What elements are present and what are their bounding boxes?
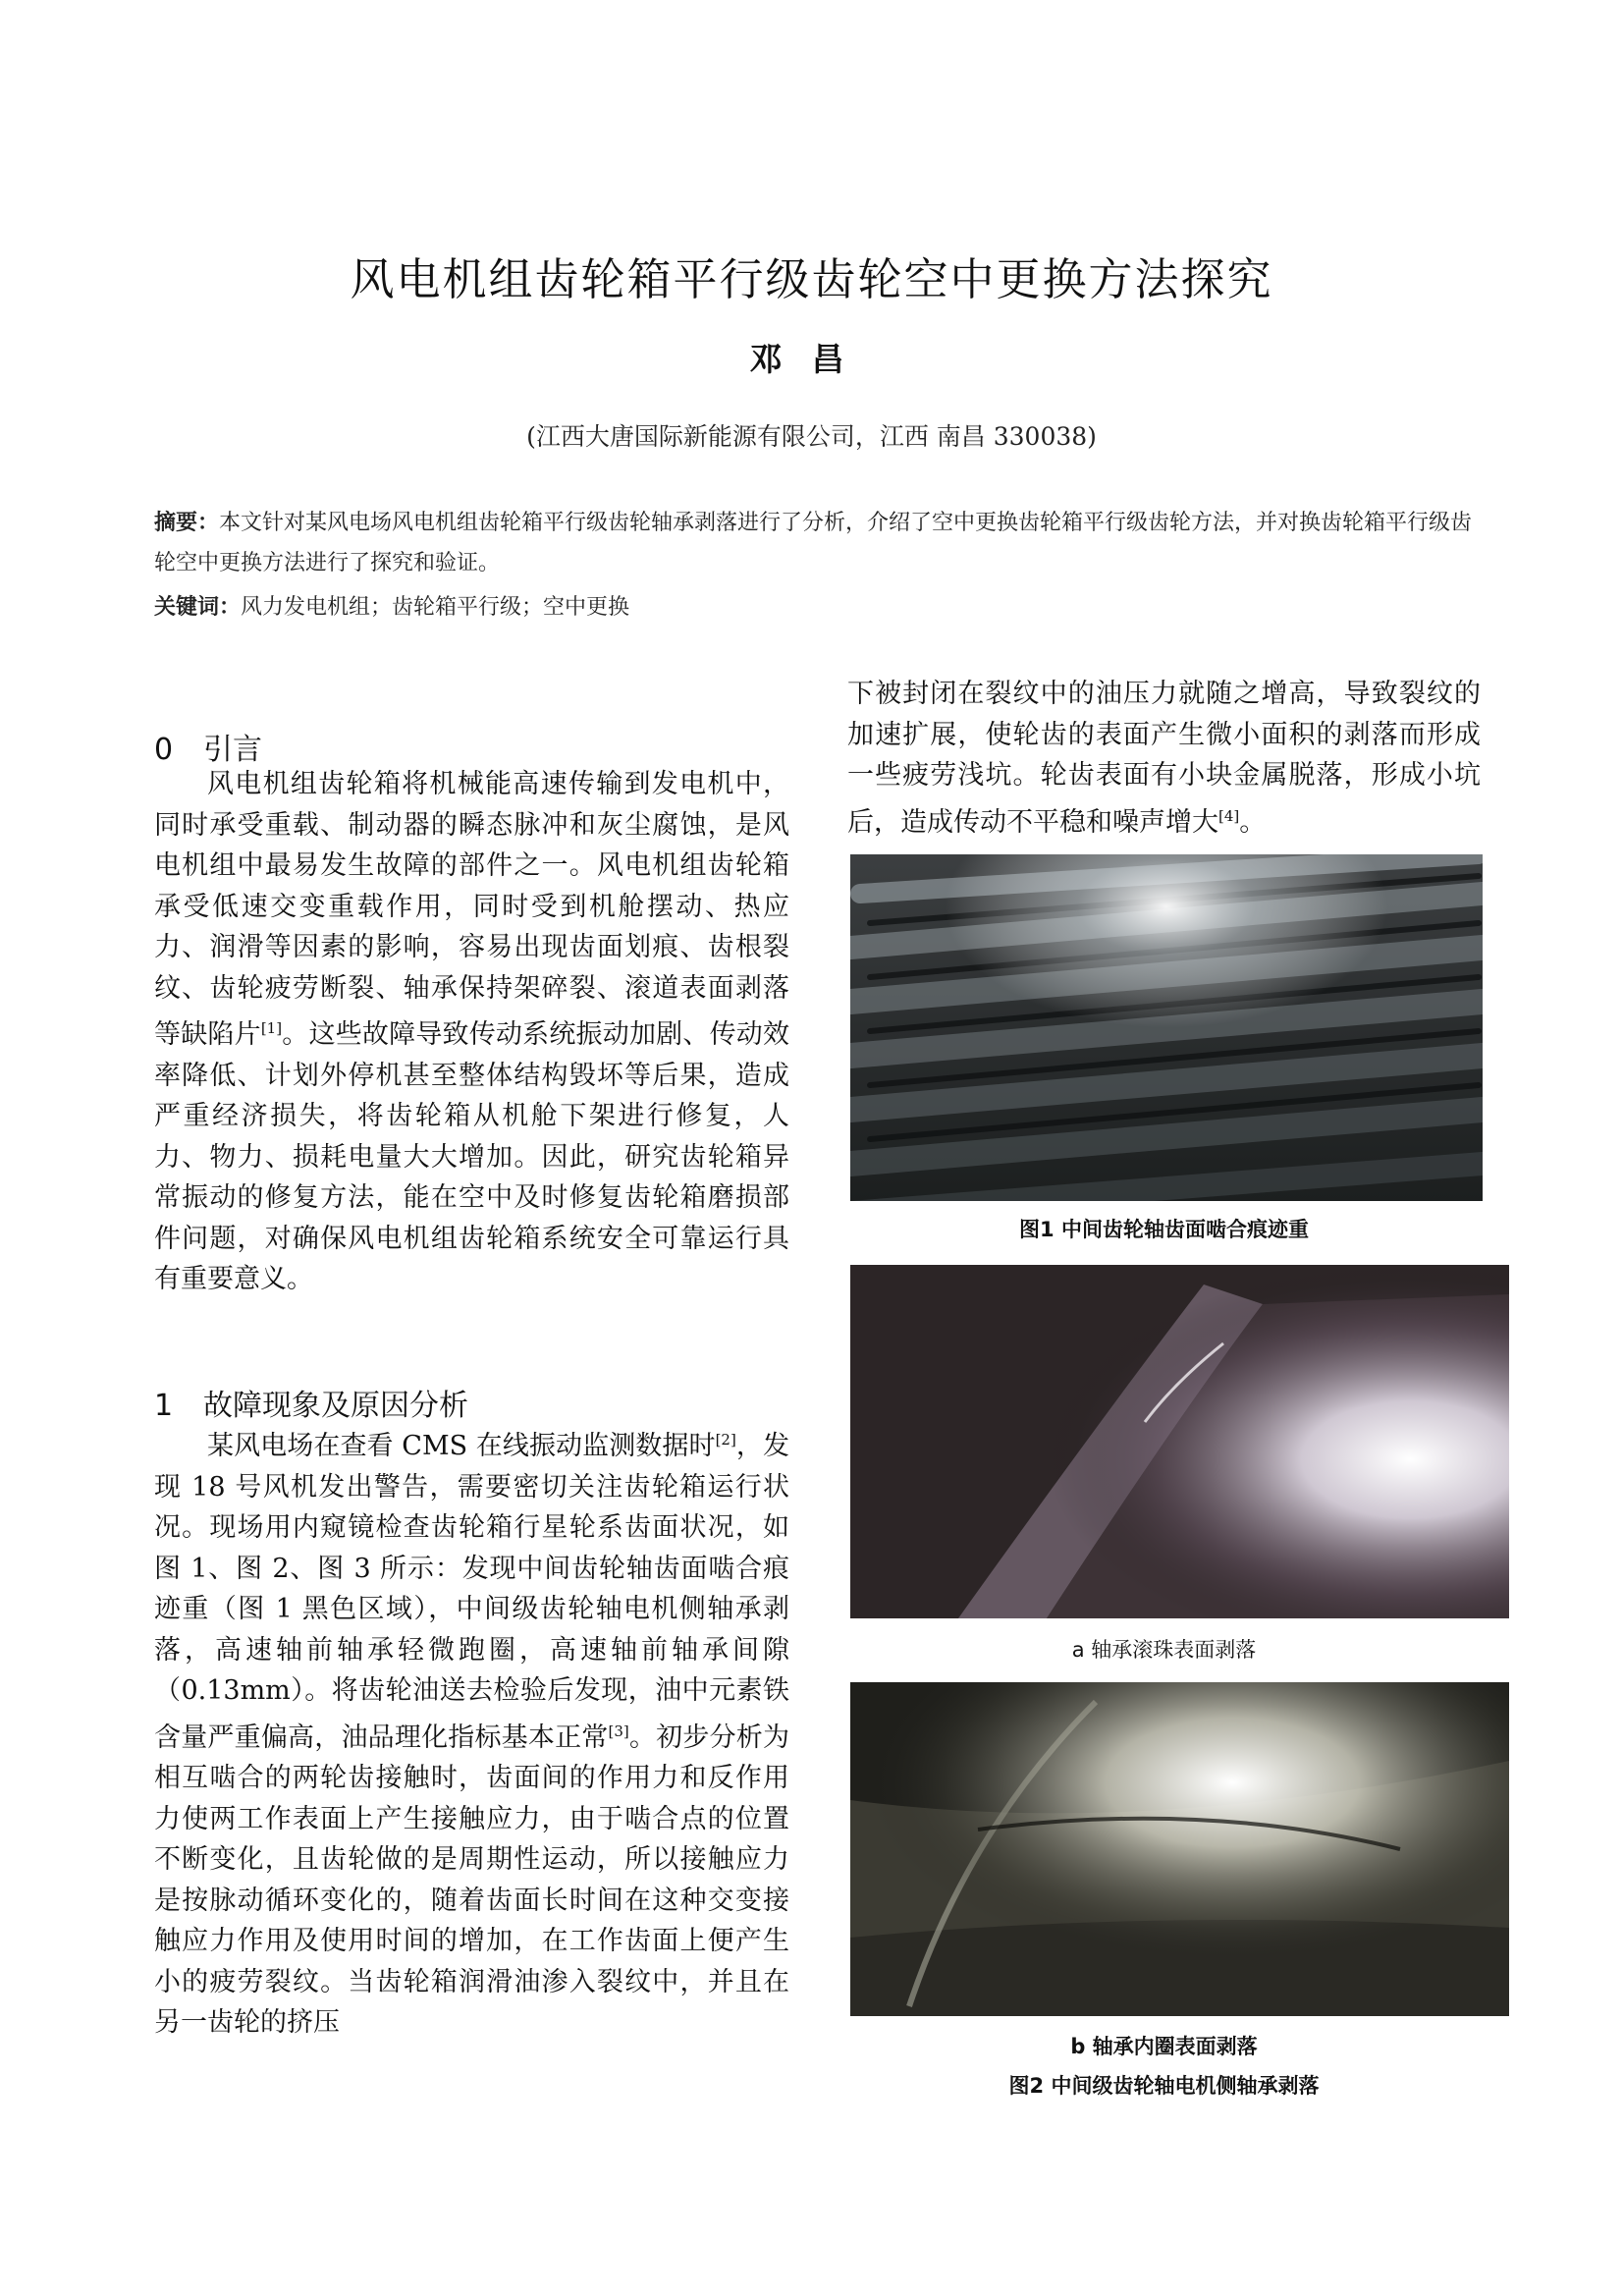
intro-text-2: 。这些故障导致传动系统振动加剧、传动效率降低、计划外停机甚至整体结构毁坏等后果，造成严重经济损失，将齿轮箱从机舱下架进行修复，人力、物力、损耗电量大大增加。因此，研究齿轮箱异常振动的修复方法，能在空中及时修复齿轮箱磨损部件问题，对确保风电机组齿轮箱系统安全可靠运行具有重要意义。 (154, 1019, 790, 1294)
author-name: 邓昌 (749, 340, 874, 378)
abstract-label: 摘要： (154, 511, 220, 535)
ref-marker: [4] (1218, 806, 1240, 825)
figure-2b-caption: b 轴承内圈表面剥落 (1070, 2035, 1258, 2058)
keywords-label: 关键词： (154, 595, 242, 620)
figure-2a-caption: a 轴承滚珠表面剥落 (1071, 1638, 1257, 1662)
ref-marker: [1] (260, 1019, 283, 1037)
gear-teeth-image (850, 854, 1483, 1201)
section-title: 故障现象及原因分析 (203, 1389, 468, 1423)
figure-2-caption: 图2 中间级齿轮轴电机侧轴承剥落 (1008, 2074, 1320, 2098)
right-column-paragraph (847, 674, 1481, 843)
abstract (154, 503, 1480, 583)
section-heading-intro (154, 725, 789, 768)
right-text-2: 。 (1239, 806, 1267, 838)
section-heading-fault (154, 1381, 789, 1424)
ref-marker: [2] (715, 1431, 736, 1449)
section-number: 0 (154, 733, 174, 767)
fault-text-3: 。初步分析为相互啮合的两轮齿接触时，齿面间的作用力和反作用力使两工作表面上产生接触应力，由于啮合点的位置不断变化，且齿轮做的是周期性运动，所以接触应力是按脉动循环变化的，随着齿面长时间在这种交变接触应力作用及使用时间的增加，在工作齿面上便产生小的疲劳裂纹。当齿轮箱润滑油渗入裂纹中，并且在另一齿轮的挤压 (154, 1722, 790, 2038)
figure-1-caption: 图1 中间齿轮轴齿面啮合痕迹重 (1019, 1218, 1309, 1241)
ref-marker: [3] (608, 1722, 629, 1740)
fault-text-1: 某风电场在查看 CMS 在线振动监测数据时 (207, 1431, 716, 1461)
intro-paragraph (154, 764, 789, 1300)
section-title: 引言 (203, 733, 262, 767)
figure-2a-photo (850, 1265, 1509, 1618)
keywords (154, 587, 1480, 628)
figure-2b-photo (850, 1682, 1509, 2016)
abstract-text: 本文针对某风电场风电机组齿轮箱平行级齿轮轴承剥落进行了分析，介绍了空中更换齿轮箱平行级齿轮方法，并对换齿轮箱平行级齿轮空中更换方法进行了探究和验证。 (154, 511, 1473, 575)
fault-paragraph (154, 1420, 789, 2044)
section-number: 1 (154, 1389, 174, 1423)
bearing-inner-ring-image (850, 1682, 1509, 2016)
keywords-text: 风力发电机组；齿轮箱平行级；空中更换 (241, 595, 630, 620)
paper-title: 风电机组齿轮箱平行级齿轮空中更换方法探究 (350, 253, 1273, 305)
right-text-1: 下被封闭在裂纹中的油压力就随之增高，导致裂纹的加速扩展，使轮齿的表面产生微小面积的剥落而形成一些疲劳浅坑。轮齿表面有小块金属脱落，形成小坑后，造成传动不平稳和噪声增大 (847, 679, 1481, 838)
fault-text-2: ，发现 18 号风机发出警告，需要密切关注齿轮箱运行状况。现场用内窥镜检查齿轮箱行星轮系齿面状况，如图 1、图 2、图 3 所示：发现中间齿轮轴齿面啮合痕迹重（图 1 黑色区域），中间级齿轮轴电机侧轴承剥落，高速轴前轴承轻微跑圈，高速轴前轴承间隙（0.13mm）。将齿轮油送去检验后发现，油中元素铁含量严重偏高，油品理化指标基本正常 (154, 1431, 790, 1753)
figure-1-photo (850, 854, 1483, 1201)
bearing-roller-image (850, 1265, 1509, 1618)
intro-text-1: 风电机组齿轮箱将机械能高速传输到发电机中，同时承受重载、制动器的瞬态脉冲和灰尘腐蚀，是风电机组中最易发生故障的部件之一。风电机组齿轮箱承受低速交变重载作用，同时受到机舱摆动、热应力、润滑等因素的影响，容易出现齿面划痕、齿根裂纹、齿轮疲劳断裂、轴承保持架碎裂、滚道表面剥落等缺陷片 (154, 769, 789, 1050)
affiliation: (江西大唐国际新能源有限公司，江西 南昌 330038) (526, 422, 1097, 451)
